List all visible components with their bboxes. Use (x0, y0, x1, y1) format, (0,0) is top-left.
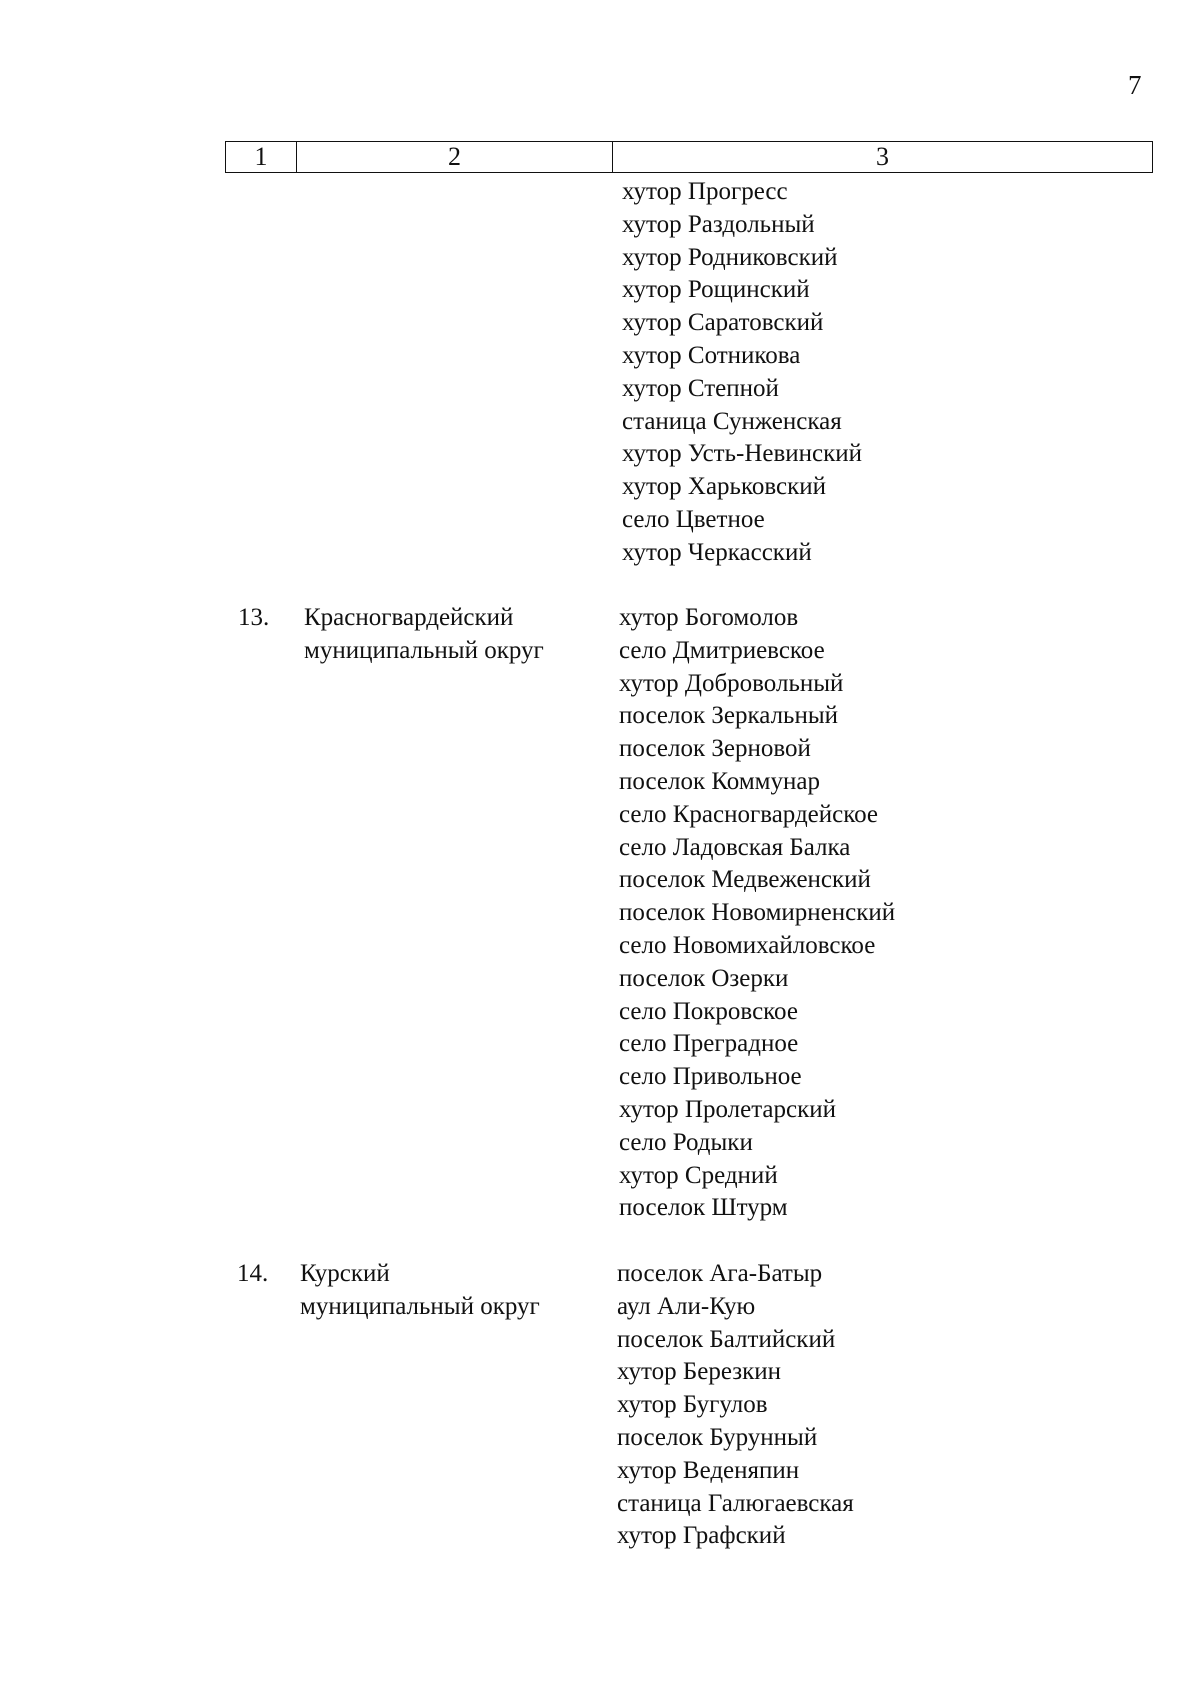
places-list (617, 1258, 854, 1553)
place-item: село Ладовская Балка (619, 833, 851, 861)
place-item: хутор Пролетарский (619, 1095, 837, 1123)
place-item: хутор Прогресс (622, 178, 788, 205)
place-item: село Родыки (619, 1128, 753, 1156)
place-item: поселок Бурунный (617, 1423, 818, 1451)
district-name (300, 1258, 540, 1324)
place-item: хутор Рощинский (622, 276, 810, 304)
entry-number: 14. (237, 1260, 269, 1287)
place-item: поселок Зерновой (619, 735, 811, 763)
place-item: село Привольное (619, 1063, 802, 1091)
column-header-1: 1 (226, 142, 297, 172)
district-line: Красногвардейский (304, 604, 514, 631)
place-item: поселок Озерки (619, 964, 789, 992)
district-line: Курский (300, 1260, 390, 1287)
place-item: станица Галюгаевская (617, 1489, 854, 1517)
places-list (619, 602, 895, 1225)
place-item: хутор Степной (622, 374, 779, 402)
column-header-2: 2 (297, 142, 613, 172)
place-item: хутор Харьковский (622, 473, 826, 501)
place-item: поселок Ага-Батыр (617, 1260, 823, 1287)
place-item: село Дмитриевское (619, 636, 825, 664)
place-item: поселок Балтийский (617, 1325, 836, 1353)
column-header-3: 3 (876, 142, 889, 171)
place-item: поселок Новомирненский (619, 899, 896, 927)
place-item: хутор Добровольный (619, 669, 844, 697)
district-line: муниципальный округ (304, 636, 544, 664)
continued-places-list (622, 176, 862, 570)
place-item: село Новомихайловское (619, 931, 876, 959)
place-item: поселок Медвеженский (619, 866, 871, 894)
place-item: село Красногвардейское (619, 800, 879, 828)
entry-number: 13. (238, 604, 270, 631)
place-item: поселок Коммунар (619, 767, 820, 795)
place-item: хутор Родниковский (622, 243, 838, 271)
place-item: хутор Бугулов (617, 1391, 768, 1419)
place-item: хутор Саратовский (622, 309, 824, 337)
place-item: поселок Штурм (619, 1194, 788, 1222)
place-item: хутор Березкин (617, 1358, 782, 1386)
place-item: село Покровское (619, 997, 798, 1025)
place-item: хутор Средний (619, 1161, 778, 1189)
place-item: поселок Зеркальный (619, 702, 839, 730)
place-item: хутор Усть-Невинский (622, 440, 863, 468)
place-item: хутор Веденяпин (617, 1456, 800, 1484)
place-item: хутор Черкасский (622, 538, 812, 566)
page-number: 7 (1128, 70, 1142, 100)
district-line: муниципальный округ (300, 1292, 540, 1320)
district-name (304, 602, 544, 668)
place-item: станица Сунженская (622, 407, 842, 435)
place-item: хутор Графский (617, 1522, 786, 1550)
column-header-row (225, 141, 1153, 173)
place-item: хутор Сотникова (622, 341, 801, 369)
place-item: хутор Богомолов (619, 604, 799, 631)
place-item: село Преградное (619, 1030, 799, 1058)
place-item: село Цветное (622, 505, 765, 533)
place-item: хутор Раздольный (622, 210, 815, 238)
place-item: аул Али-Кую (617, 1292, 756, 1320)
